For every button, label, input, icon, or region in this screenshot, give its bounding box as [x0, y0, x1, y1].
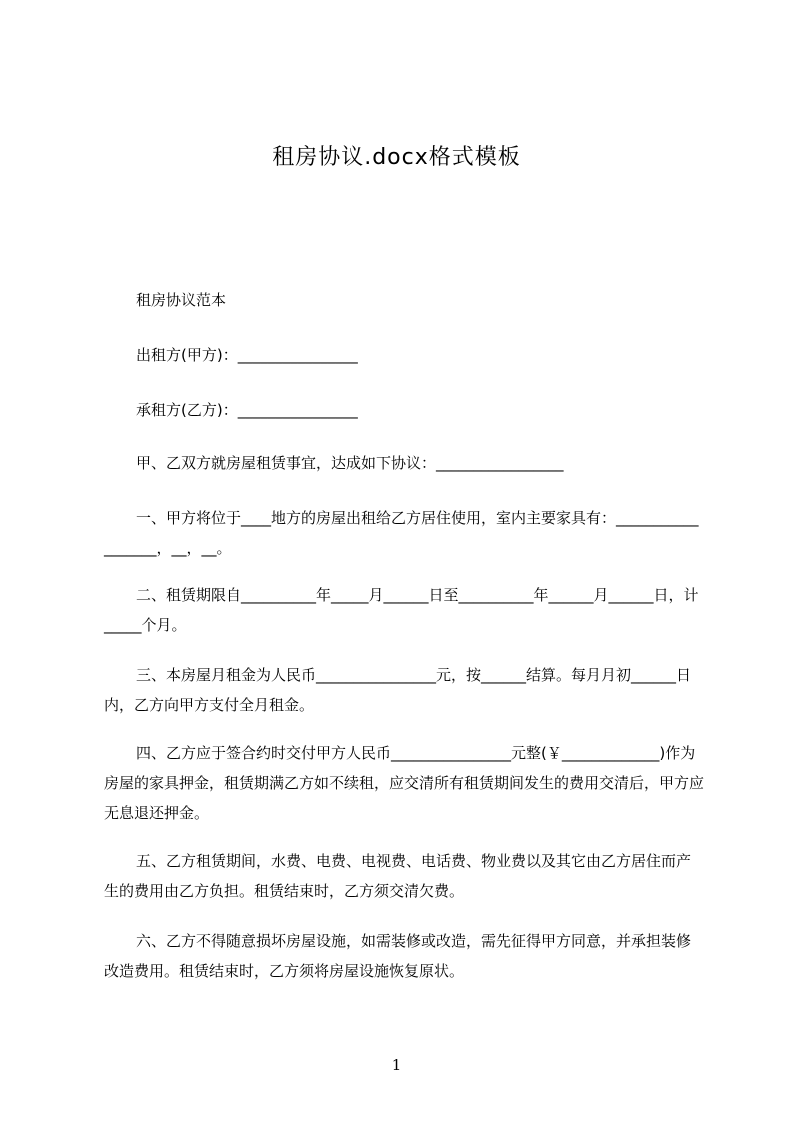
- paragraph-heading: 租房协议范本: [136, 291, 227, 309]
- paragraph-agreement: 甲、乙双方就房屋租赁事宜，达成如下协议：_________________: [136, 454, 564, 472]
- paragraph-clause-4: 四、乙方应于签合约时交付甲方人民币________________元整(￥_____________)作为房屋的家具押金，租赁期满乙方如不续租，应交清所有租赁期间发生的费用交清后，甲方应无息退还押金。: [104, 744, 705, 822]
- paragraph-clause-6: 六、乙方不得随意损坏房屋设施，如需装修或改造，需先征得甲方同意，并承担装修改造费用。租赁结束时，乙方须将房屋设施恢复原状。: [104, 932, 692, 980]
- paragraph-lessee: 承租方(乙方)：________________: [136, 401, 358, 419]
- paragraph-lessor: 出租方(甲方)：________________: [136, 346, 358, 364]
- document-title: 租房协议.docx格式模板: [272, 145, 521, 170]
- paragraph-clause-1: 一、甲方将位于____地方的房屋出租给乙方居住使用，室内主要家具有：__________________，__，__。: [104, 509, 699, 557]
- page-number: 1: [391, 1056, 402, 1074]
- paragraph-clause-3: 三、本房屋月租金为人民币________________元，按______结算。每月月初______日内，乙方向甲方支付全月租金。: [104, 666, 692, 714]
- paragraph-clause-5: 五、乙方租赁期间，水费、电费、电视费、电话费、物业费以及其它由乙方居住而产生的费用由乙方负担。租赁结束时，乙方须交清欠费。: [104, 852, 692, 900]
- paragraph-clause-2: 二、租赁期限自__________年_____月______日至__________年______月______日，计_____个月。: [104, 586, 699, 634]
